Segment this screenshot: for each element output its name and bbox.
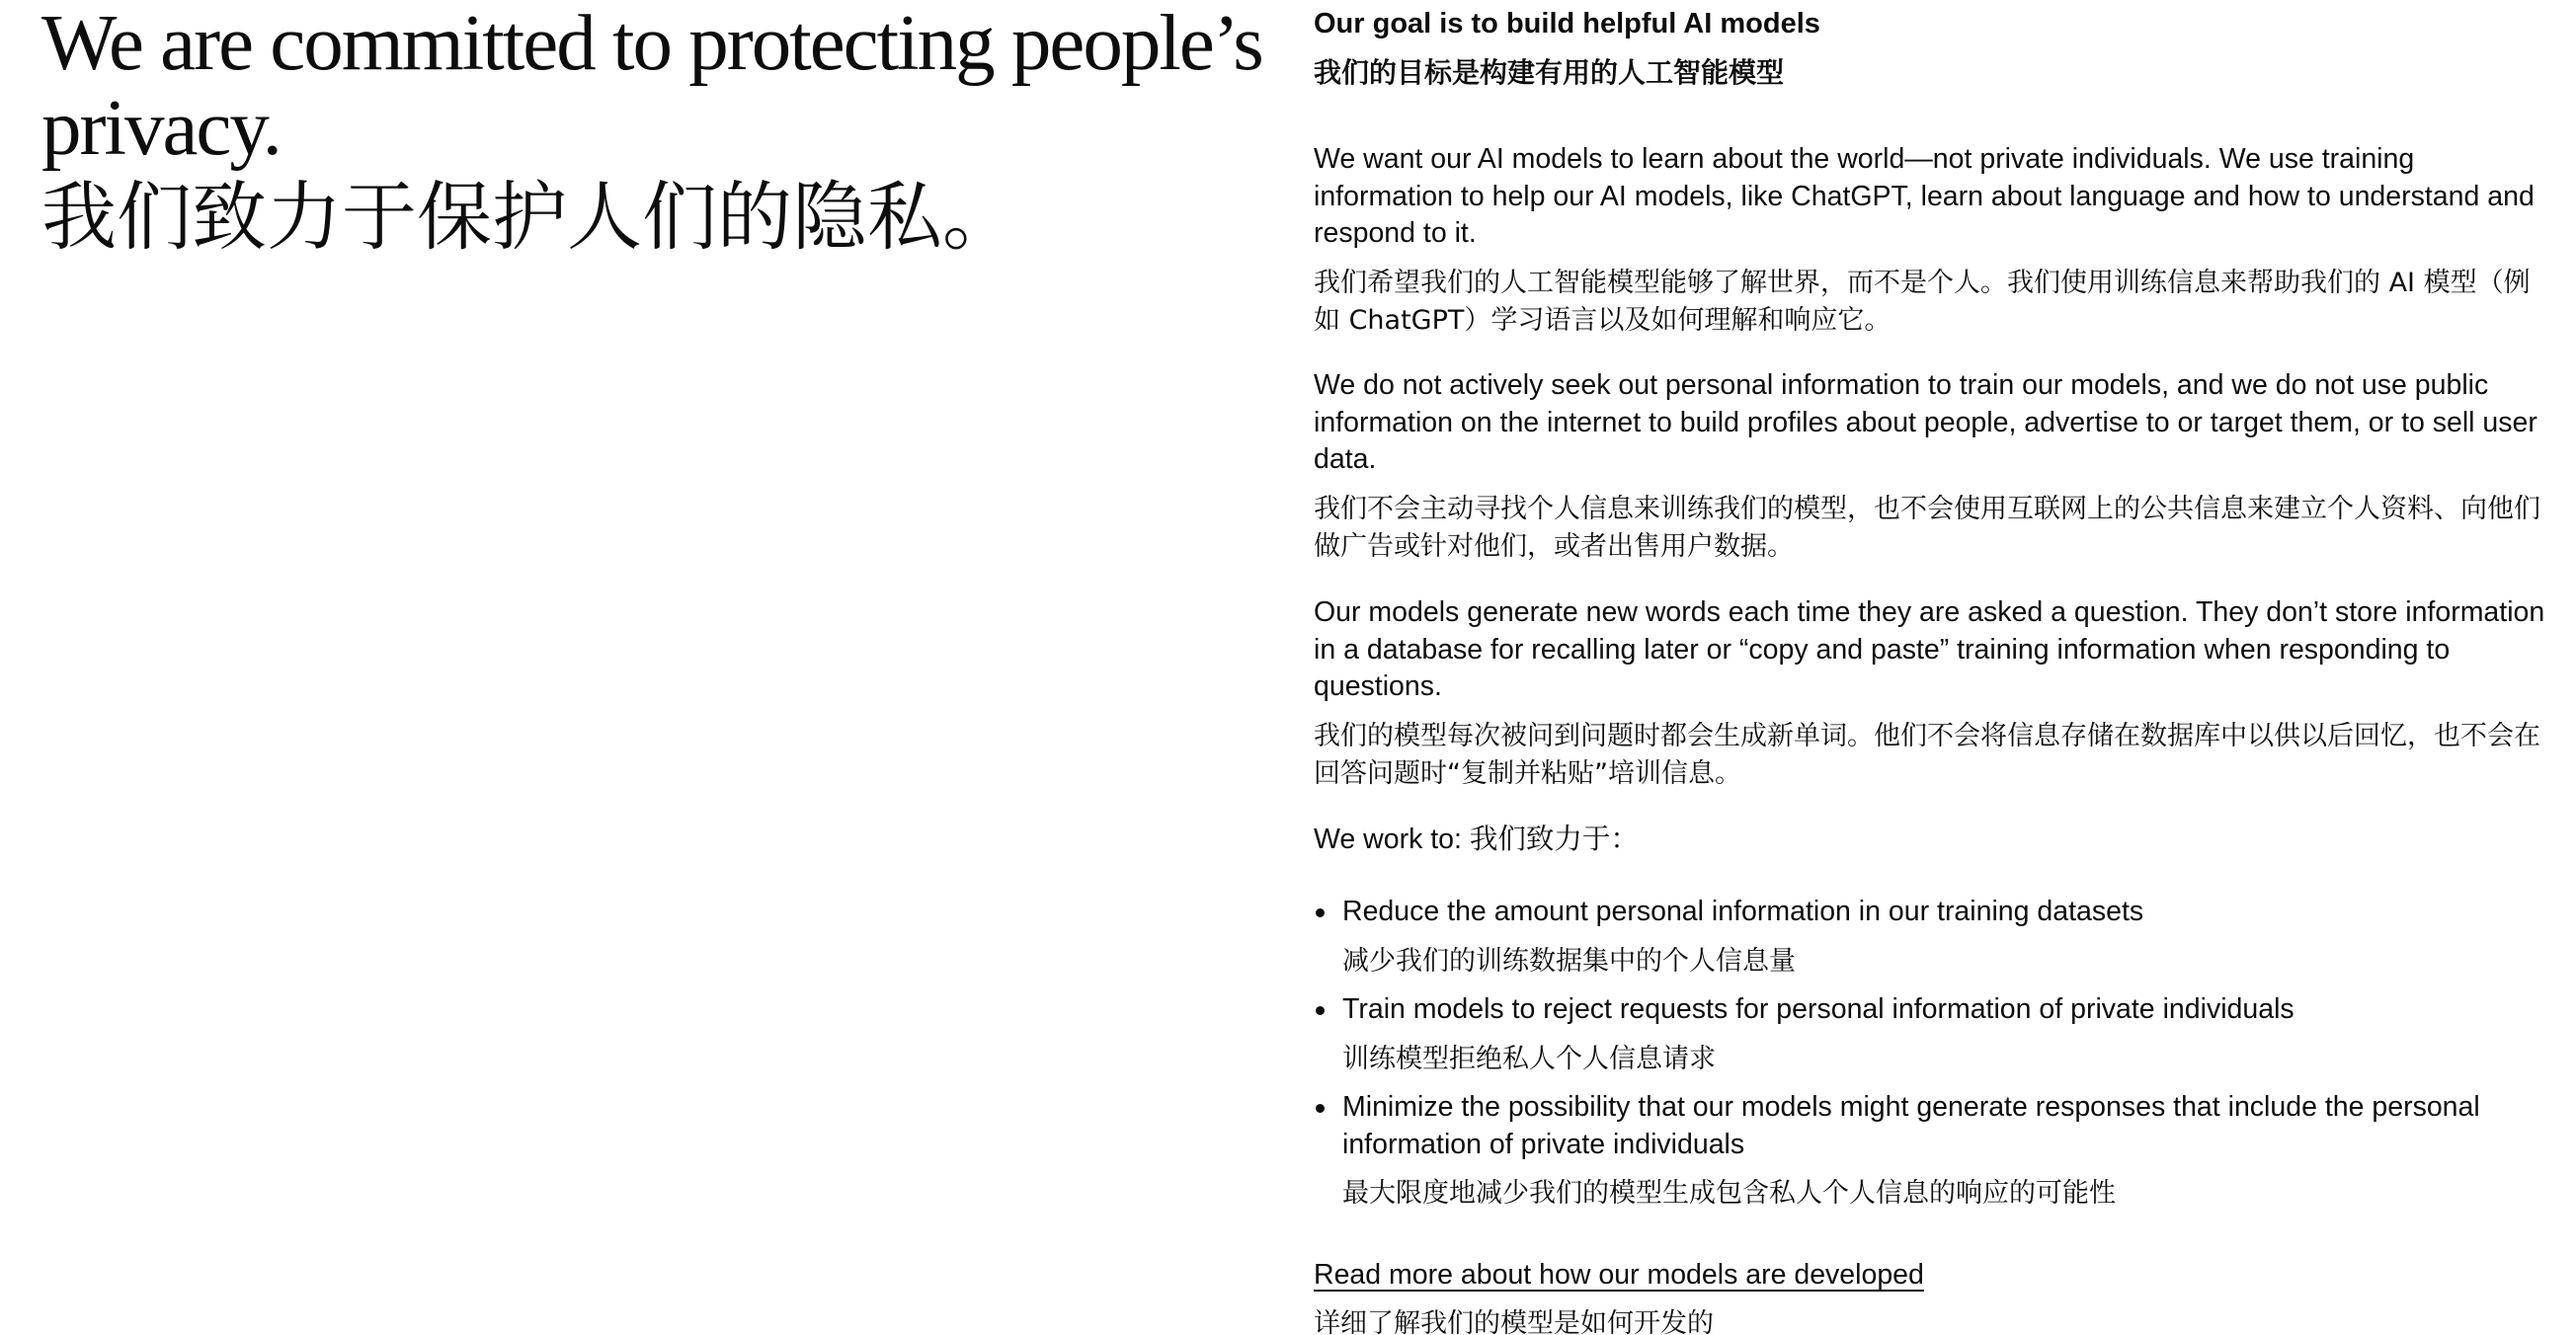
we-work-to-label: We work to: 我们致力于： xyxy=(1314,824,1639,855)
read-more-zh: 详细了解我们的模型是如何开发的 xyxy=(1314,1308,1714,1335)
list-item xyxy=(1314,894,2548,980)
commitments-list xyxy=(1314,894,2548,1213)
paragraph-3-zh: 我们的模型每次被问到问题时都会生成新单词。他们不会将信息存储在数据库中以供以后回忆，也不会在回答问题时“复制并粘贴”培训信息。 xyxy=(1314,721,2540,789)
list-item-en: Train models to reject requests for personal information of private individuals xyxy=(1342,993,2294,1025)
goal-heading-zh: 我们的目标是构建有用的人工智能模型 xyxy=(1314,56,1785,89)
list-item-en: Minimize the possibility that our models might generate responses that include the personal information of private individuals xyxy=(1342,1091,2480,1160)
bullet-dot-icon xyxy=(1316,1104,1325,1113)
hero-title-zh: 我们致力于保护人们的隐私。 xyxy=(41,173,1017,261)
list-item xyxy=(1314,991,2548,1077)
list-item-en: Reduce the amount personal information in our training datasets xyxy=(1342,896,2144,927)
hero-title-en: We are committed to protecting people’s privacy. xyxy=(41,0,1262,172)
paragraph-2-en: We do not actively seek out personal information to train our models, and we do not use public information on the internet to build profiles about people, advertise to or target them, or to sell user data. xyxy=(1314,369,2537,475)
goal-heading-en: Our goal is to build helpful AI models xyxy=(1314,8,1820,39)
bullet-dot-icon xyxy=(1316,908,1325,917)
hero-section xyxy=(41,0,1266,265)
paragraph-1-zh: 我们希望我们的人工智能模型能够了解世界，而不是个人。我们使用训练信息来帮助我们的 AI 模型（例如 ChatGPT）学习语言以及如何理解和响应它。 xyxy=(1314,268,2531,336)
list-item xyxy=(1314,1089,2548,1213)
paragraph-1-en: We want our AI models to learn about the world—not private individuals. We use training information to help our AI models, like ChatGPT, learn about language and how to understand and respond to it. xyxy=(1314,143,2535,249)
paragraph-2-zh: 我们不会主动寻找个人信息来训练我们的模型，也不会使用互联网上的公共信息来建立个人资料、向他们做广告或针对他们，或者出售用户数据。 xyxy=(1314,494,2540,562)
list-item-zh: 减少我们的训练数据集中的个人信息量 xyxy=(1342,945,1796,977)
list-item-zh: 最大限度地减少我们的模型生成包含私人个人信息的响应的可能性 xyxy=(1342,1178,2116,1209)
read-more-link[interactable]: Read more about how our models are developed xyxy=(1314,1259,1924,1291)
list-item-zh: 训练模型拒绝私人个人信息请求 xyxy=(1342,1043,1716,1074)
paragraph-3-en: Our models generate new words each time they are asked a question. They don’t store information in a database for recalling later or “copy and paste” training information when responding to questions. xyxy=(1314,596,2545,702)
bullet-dot-icon xyxy=(1316,1006,1325,1015)
